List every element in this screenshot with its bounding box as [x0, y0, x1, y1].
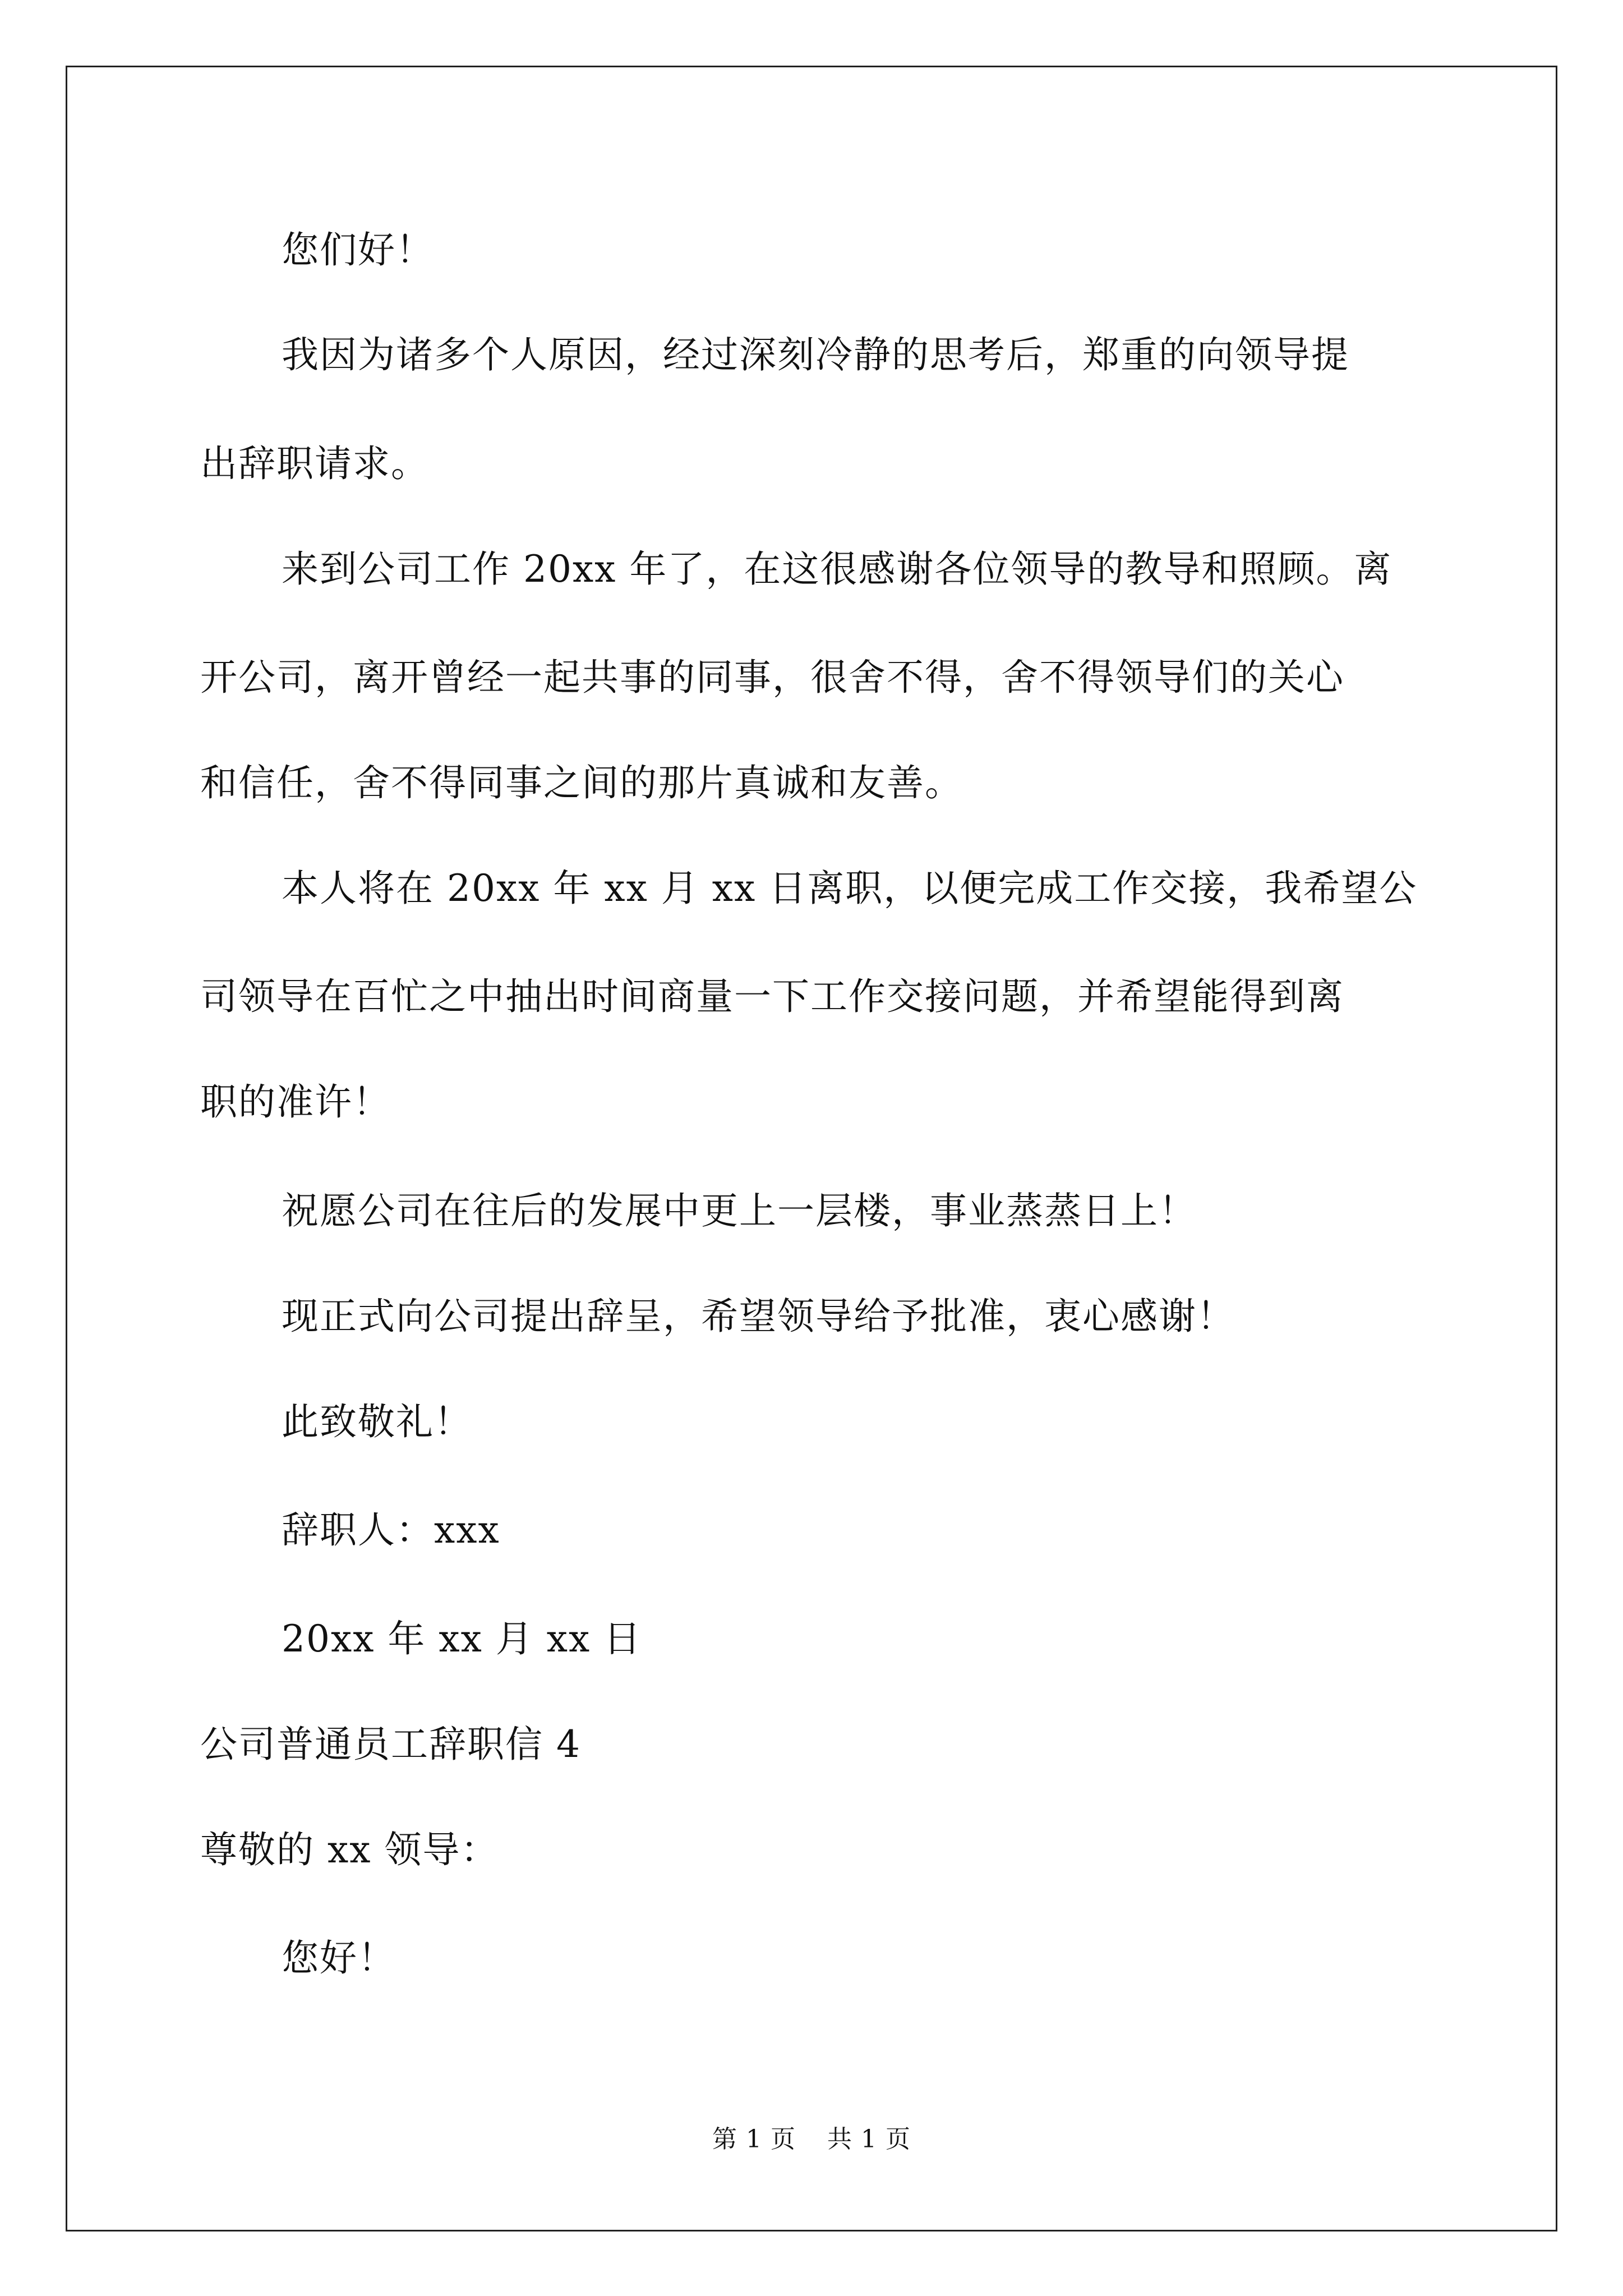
page-footer [0, 2127, 1623, 2152]
letter-greeting: 您们好！ [282, 228, 434, 272]
paragraph-1-line-2: 出辞职请求。 [200, 442, 429, 485]
paragraph-3-line-1: 本人将在 20xx 年 xx 月 xx 日离职，以便完成工作交接，我希望公 [282, 867, 1418, 910]
paragraph-3-line-3: 职的准许！ [200, 1080, 391, 1124]
section-title: 公司普通员工辞职信 4 [200, 1723, 581, 1766]
second-greeting: 您好！ [282, 1936, 396, 1980]
paragraph-3-line-2: 司领导在百忙之中抽出时间商量一下工作交接问题，并希望能得到离 [200, 975, 1344, 1018]
closing: 此致敬礼！ [282, 1400, 472, 1443]
paragraph-4: 祝愿公司在往后的发展中更上一层楼，事业蒸蒸日上！ [282, 1189, 1197, 1232]
paragraph-5: 现正式向公司提出辞呈，希望领导给予批准，衷心感谢！ [282, 1295, 1235, 1338]
letter-date: 20xx 年 xx 月 xx 日 [282, 1617, 642, 1660]
signature: 辞职人：xxx [282, 1508, 500, 1552]
page-number: 第 1 页 [712, 2125, 796, 2154]
paragraph-2-line-3: 和信任，舍不得同事之间的那片真诚和友善。 [200, 761, 963, 804]
paragraph-2-line-2: 开公司，离开曾经一起共事的同事，很舍不得，舍不得领导们的关心 [200, 656, 1344, 699]
paragraph-2-line-1: 来到公司工作 20xx 年了，在这很感谢各位领导的教导和照顾。离 [282, 547, 1393, 591]
page-total: 共 1 页 [827, 2125, 911, 2154]
salutation: 尊敬的 xx 领导： [200, 1828, 499, 1871]
page-border [66, 66, 1557, 2231]
paragraph-1-line-1: 我因为诸多个人原因，经过深刻冷静的思考后，郑重的向领导提 [282, 333, 1349, 376]
